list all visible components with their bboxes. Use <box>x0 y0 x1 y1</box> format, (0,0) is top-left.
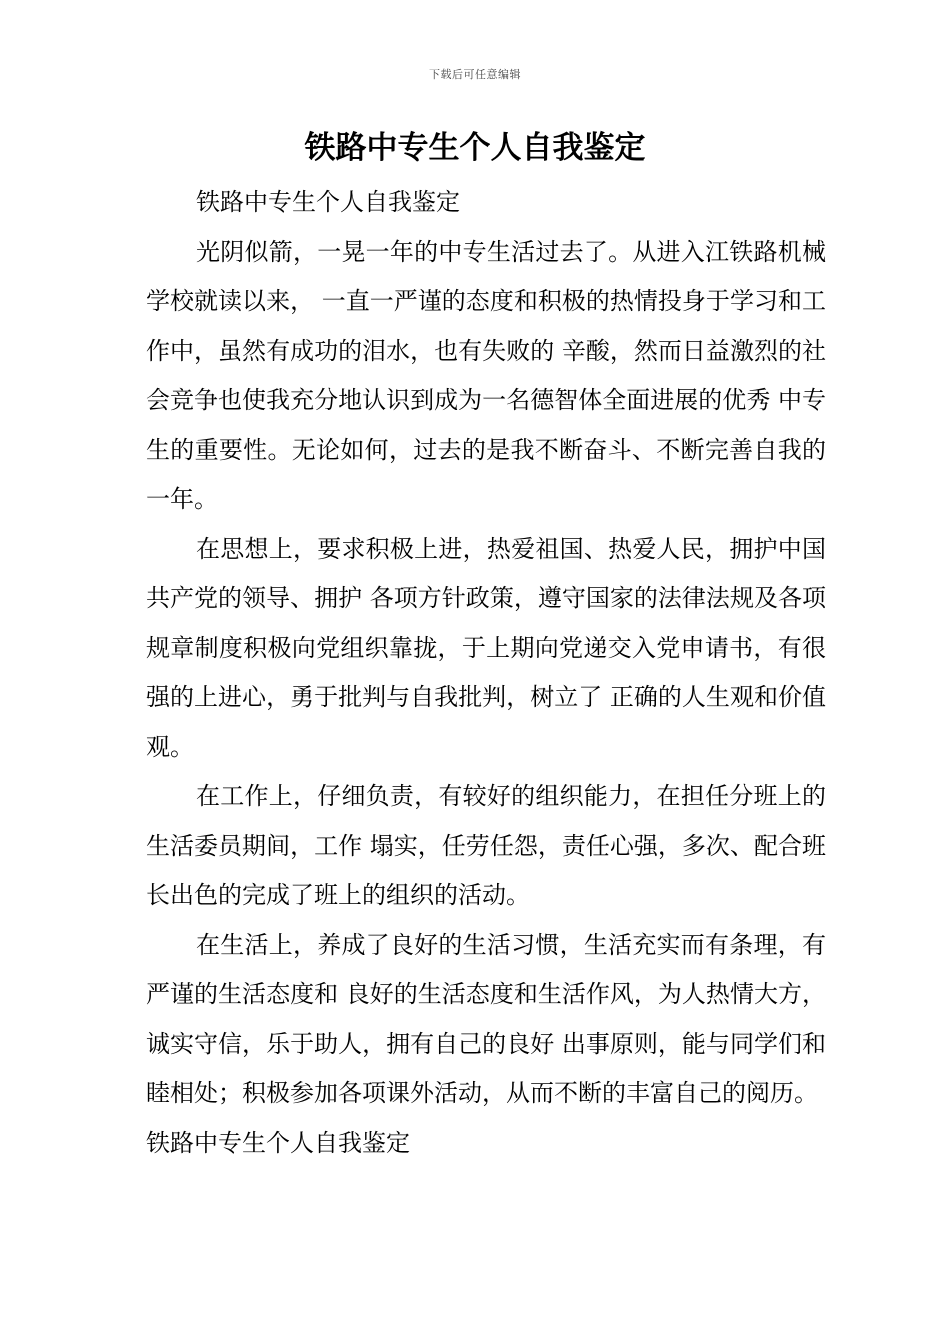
paragraph-life: 在生活上，养成了良好的生活习惯，生活充实而有条理，有严谨的生活态度和 良好的生活态度和生活作风，为人热情大方，诚实守信，乐于助人，拥有自己的良好 出事原则，能与同学们和睦相处；积极参加各项课外活动，从而不断的丰富自己的阅历。 <box>146 930 826 1107</box>
footer-line: 铁路中专生个人自我鉴定 <box>146 1128 410 1157</box>
document-body <box>146 178 826 1168</box>
header-note: 下载后可任意编辑 <box>429 68 521 81</box>
document-title: 铁路中专生个人自我鉴定 <box>304 130 646 166</box>
paragraph-thought: 在思想上，要求积极上进，热爱祖国、热爱人民，拥护中国共产党的领导、拥护 各项方针政策，遵守国家的法律法规及各项规章制度积极向党组织靠拢，于上期向党递交入党申请书，有很强的上进心，勇于批判与自我批判，树立了 正确的人生观和价值观。 <box>146 534 826 761</box>
paragraph-intro: 光阴似箭，一晃一年的中专生活过去了。从进入江铁路机械学校就读以来， 一直一严谨的态度和积极的热情投身于学习和工作中，虽然有成功的泪水，也有失败的 辛酸，然而日益激烈的社会竞争也使我充分地认识到成为一名德智体全面进展的优秀 中专生的重要性。无论如何，过去的是我不断奋斗、不断完善自我的一年。 <box>146 237 826 513</box>
paragraph-work: 在工作上，仔细负责，有较好的组织能力，在担任分班上的生活委员期间，工作 塌实，任劳任怨，责任心强，多次、配合班长出色的完成了班上的组织的活动。 <box>146 782 826 909</box>
document-subtitle: 铁路中专生个人自我鉴定 <box>196 188 460 216</box>
